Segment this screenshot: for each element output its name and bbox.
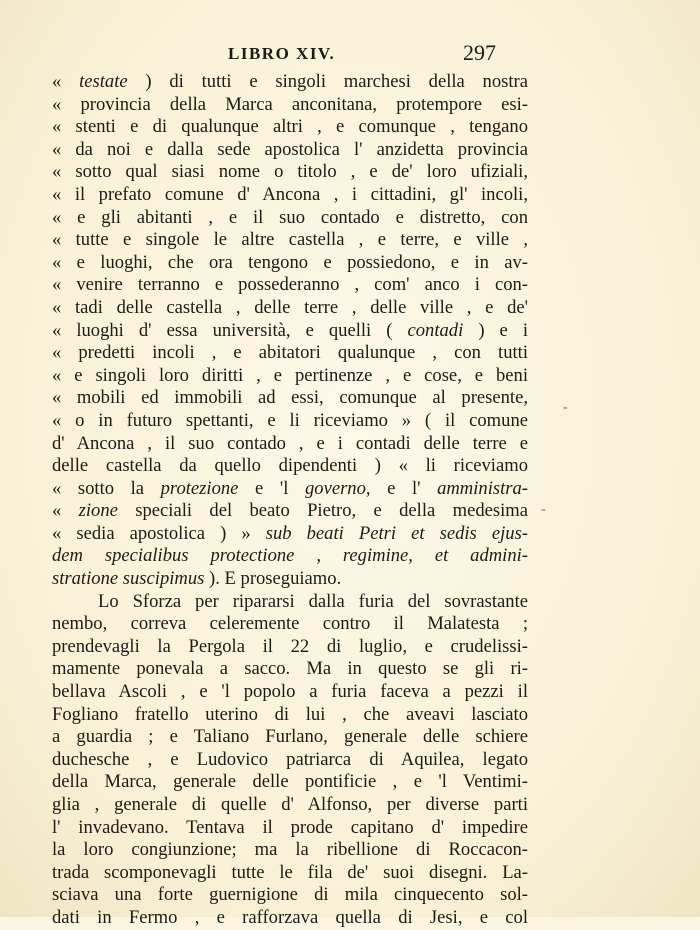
text-line (52, 681, 528, 704)
text-line (52, 545, 528, 568)
text-line (52, 297, 528, 320)
text-line (52, 161, 528, 184)
text-run: « o in futuro spettanti, e li riceviamo » ( il comune (52, 409, 528, 431)
text-run: « sedia apostolica ) » (52, 522, 266, 544)
text-line (52, 229, 528, 252)
text-run: della Marca, generale delle pontificie , e 'l Ventimi- (52, 771, 528, 793)
text-run: Fogliano fratello uterino di lui , che aveavi lasciato (52, 703, 528, 725)
running-title: LIBRO XIV. (228, 44, 336, 63)
text-run: glia , generale di quelle d' Alfonso, per diverse parti (52, 794, 528, 815)
text-line (52, 636, 528, 659)
text-line (52, 907, 528, 930)
text-run: « tutte e singole le altre castella , e terre, e ville , (52, 229, 528, 251)
text-line (52, 252, 528, 275)
text-run: « sotto la (52, 477, 161, 499)
text-line (52, 839, 528, 862)
text-run: d' Ancona , il suo contado , e i contadi delle terre e (52, 432, 528, 454)
text-run: « il prefato comune d' Ancona , i cittadini, gl' incoli, (52, 183, 528, 205)
text-line (52, 342, 528, 365)
page-number: 297 (463, 40, 496, 65)
text-run: ) di tutti e singoli marchesi della nostra (127, 71, 528, 92)
italic-text-run: protezione (160, 477, 239, 499)
text-run: « (52, 71, 80, 92)
text-line (52, 433, 528, 456)
text-line (52, 478, 528, 501)
italic-text-run: amministra- (437, 477, 528, 499)
text-line (52, 500, 528, 523)
text-line (52, 523, 528, 546)
text-line (52, 387, 528, 410)
text-run: nembo, correva celeremente contro il Malatesta ; (52, 613, 528, 635)
text-run: mamente ponevala a sacco. Ma in questo se gli ri- (52, 658, 528, 680)
text-run: bellava Ascoli , e 'l popolo a furia faceva a pezzi il (52, 681, 528, 703)
text-line (52, 139, 528, 162)
italic-text-run: zione (78, 500, 118, 522)
text-line (52, 591, 528, 614)
text-run: sciava una forte guernigione di mila cinquecento sol- (52, 884, 528, 906)
text-run: duchesche , e Ludovico patriarca di Aquilea, legato (52, 748, 528, 770)
text-run: « (52, 500, 79, 522)
text-run: « sotto qual siasi nome o titolo , e de' loro ufiziali, (52, 161, 528, 183)
text-line (52, 365, 528, 388)
text-run: « tadi delle castella , delle terre , delle ville , e de' (52, 296, 528, 318)
text-run: Lo Sforza per ripararsi dalla furia del sovrastante (98, 590, 528, 612)
margin-tick-mark: - (563, 400, 568, 415)
text-line (52, 884, 528, 907)
text-run: « da noi e dalla sede apostolica l' anzidetta provincia (52, 138, 528, 160)
text-run: ). E proseguiamo. (204, 568, 342, 590)
text-line (52, 817, 528, 840)
text-run: la loro congiunzione; ma la ribellione di Roccacon- (52, 839, 528, 861)
text-run: ) e i (463, 319, 529, 341)
italic-text-run: stratione suscipimus (52, 568, 205, 590)
text-line (52, 771, 528, 794)
text-line (52, 274, 528, 297)
text-line (52, 749, 528, 772)
text-line (52, 320, 528, 343)
text-run: « e luoghi, che ora tengono e possiedono, e in av- (52, 251, 528, 273)
text-run: « provincia della Marca anconitana, protempore esi- (52, 93, 528, 115)
text-run: dati in Fermo , e rafforzava quella di Jesi, e col (52, 906, 528, 928)
italic-text-run: testate (79, 71, 128, 92)
text-line (52, 568, 528, 591)
text-run: prendevagli la Pergola il 22 di luglio, e crudelissi- (52, 635, 528, 657)
margin-tick-mark: - (541, 502, 546, 517)
text-run: « luoghi d' essa università, e quelli ( (52, 319, 408, 341)
italic-text-run: sub beati Petri et sedis ejus- (265, 522, 528, 544)
text-line (52, 455, 528, 478)
italic-text-run: dem specialibus protectione , regimine, et admini- (52, 545, 528, 567)
text-run: trada scomponevagli tutte le fila de' suoi disegni. La- (52, 861, 528, 883)
italic-text-run: governo (304, 477, 366, 499)
text-line (52, 184, 528, 207)
text-line (52, 207, 528, 230)
text-run: l' invadevano. Tentava il prode capitano d' impedire (52, 816, 528, 838)
text-line (52, 794, 528, 817)
text-line (52, 94, 528, 117)
text-line (52, 862, 528, 885)
text-run: speciali del beato Pietro, e della medesima (117, 500, 528, 522)
text-run: « stenti e di qualunque altri , e comunque , tengano (52, 116, 528, 138)
text-run: « venire terranno e possederanno , com' anco i con- (52, 274, 528, 296)
text-line (52, 410, 528, 433)
text-run: delle castella da quello dipendenti ) « li riceviamo (52, 455, 528, 477)
text-run: « e gli abitanti , e il suo contado e distretto, con (52, 206, 528, 228)
text-run: e 'l (238, 477, 305, 499)
italic-text-run: contadi (407, 319, 464, 341)
text-run: a guardia ; e Taliano Furlano, generale delle schiere (52, 726, 528, 748)
text-line (52, 116, 528, 139)
text-run: « e singoli loro diritti , e pertinenze , e cose, e beni (52, 364, 528, 386)
text-run: , e l' (365, 477, 438, 499)
body-text (52, 71, 528, 930)
text-line (52, 726, 528, 749)
text-run: « mobili ed immobili ad essi, comunque al presente, (52, 387, 528, 409)
text-run: « predetti incoli , e abitatori qualunque , con tutti (52, 342, 528, 364)
text-line (52, 658, 528, 681)
page-header (0, 40, 700, 68)
text-line (52, 613, 528, 636)
text-line (52, 704, 528, 727)
text-line (52, 71, 528, 94)
